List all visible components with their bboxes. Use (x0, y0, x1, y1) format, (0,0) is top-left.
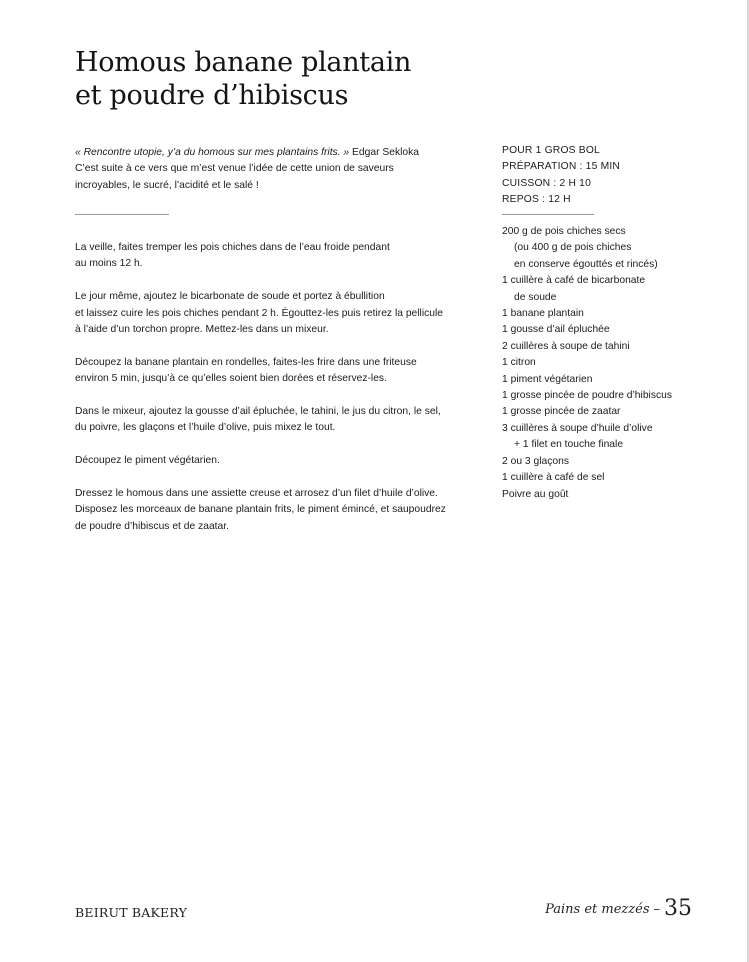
ingredient-item (502, 404, 672, 420)
ingredient-line: 2 cuillères à soupe de tahini (502, 340, 630, 352)
recipe-meta (502, 143, 620, 209)
page-number: 35 (664, 896, 692, 921)
recipe-steps (75, 240, 480, 552)
recipe-step (75, 355, 480, 388)
ingredient-item (502, 322, 672, 338)
ingredient-line: 1 gousse d’ail épluchée (502, 324, 610, 336)
ingredient-line: 1 piment végétarien (502, 373, 593, 385)
footer-section (545, 896, 692, 921)
ingredient-item (502, 454, 672, 470)
ingredient-line: 1 banane plantain (502, 308, 584, 320)
rest-time: REPOS : 12 H (502, 194, 571, 206)
ingredient-item (502, 273, 672, 306)
ingredient-line: de soude (514, 291, 557, 303)
ingredient-line: 2 ou 3 glaçons (502, 455, 569, 467)
recipe-title-line: Homous banane plantain (75, 47, 412, 78)
step-line: Découpez le piment végétarien. (75, 455, 220, 467)
servings: POUR 1 GROS BOL (502, 145, 600, 156)
ingredient-line: 1 grosse pincée de poudre d’hibiscus (502, 390, 673, 402)
step-line: et laissez cuire les pois chiches pendant 2 h. Égouttez-les puis retirez la pellicule (75, 307, 444, 319)
recipe-step (75, 289, 480, 338)
ingredient-item (502, 224, 672, 273)
ingredient-item (502, 421, 672, 454)
step-line: Dressez le homous dans une assiette creuse et arrosez d’un filet d’huile d’olive. (75, 488, 438, 500)
ingredient-item (502, 306, 672, 322)
recipe-step (75, 240, 480, 273)
recipe-intro (75, 145, 475, 194)
step-line: à l’aide d’un torchon propre. Mettez-les dans un mixeur. (75, 324, 329, 336)
ingredient-line: 1 cuillère à café de bicarbonate (502, 275, 646, 287)
ingredient-line: en conserve égouttés et rincés) (514, 258, 658, 270)
intro-quote-line (75, 145, 475, 161)
section-name: Pains et mezzés (545, 902, 650, 917)
ingredient-line: Poivre au goût (502, 488, 569, 500)
ingredient-line: 1 grosse pincée de zaatar (502, 406, 621, 418)
ingredient-item (502, 487, 672, 503)
step-line: du poivre, les glaçons et l’huile d’olive, puis mixez le tout. (75, 422, 336, 434)
intro-quote: « Rencontre utopie, y’a du homous sur mes plantains frits. » (75, 147, 350, 158)
ingredient-list (502, 224, 672, 503)
step-line: au moins 12 h. (75, 258, 143, 270)
meta-divider (502, 214, 594, 215)
recipe-title (75, 46, 411, 112)
step-line: Dans le mixeur, ajoutez la gousse d’ail épluchée, le tahini, le jus du citron, le sel, (75, 406, 441, 418)
footer-dash: – (653, 902, 660, 917)
recipe-title-line: et poudre d’hibiscus (75, 80, 349, 111)
step-line: Disposez les morceaux de banane plantain frits, le piment émincé, et saupoudrez (75, 504, 446, 516)
ingredient-item (502, 372, 672, 388)
ingredient-line: (ou 400 g de pois chiches (514, 242, 632, 254)
step-line: de poudre d’hibiscus et de zaatar. (75, 520, 229, 532)
recipe-step (75, 453, 480, 469)
step-line: La veille, faites tremper les pois chiches dans de l’eau froide pendant (75, 242, 390, 253)
intro-author: Edgar Sekloka (349, 147, 419, 158)
ingredient-item (502, 470, 672, 486)
recipe-step (75, 486, 480, 535)
ingredient-item (502, 339, 672, 355)
ingredient-item (502, 388, 672, 404)
intro-line: C’est suite à ce vers que m’est venue l’idée de cette union de saveurs (75, 163, 394, 175)
cooking-time: CUISSON : 2 H 10 (502, 177, 592, 189)
intro-line: incroyables, le sucré, l’acidité et le salé ! (75, 179, 259, 191)
ingredient-line: 1 cuillère à café de sel (502, 472, 605, 484)
step-line: environ 5 min, jusqu’à ce qu’elles soient bien dorées et réservez-les. (75, 373, 387, 385)
ingredient-line: 1 citron (502, 357, 536, 369)
step-line: Découpez la banane plantain en rondelles, faites-les frire dans une friteuse (75, 356, 417, 368)
ingredient-item (502, 355, 672, 371)
intro-divider (75, 214, 169, 215)
ingredient-line: 3 cuillères à soupe d’huile d’olive (502, 422, 653, 434)
footer-brand: BEIRUT BAKERY (75, 905, 188, 920)
step-line: Le jour même, ajoutez le bicarbonate de soude et portez à ébullition (75, 291, 385, 303)
preparation-time: PRÉPARATION : 15 MIN (502, 161, 621, 173)
recipe-step (75, 404, 480, 437)
ingredient-line: 200 g de pois chiches secs (502, 226, 626, 237)
ingredient-line: + 1 filet en touche finale (514, 439, 624, 451)
